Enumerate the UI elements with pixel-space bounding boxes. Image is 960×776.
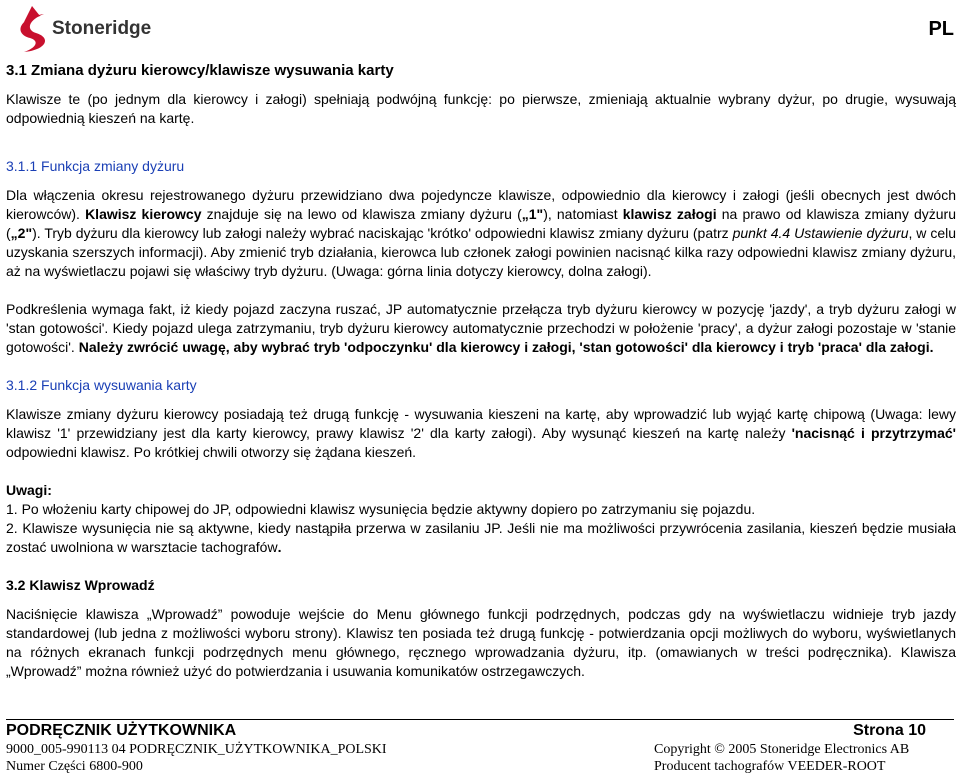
language-code: PL (928, 18, 954, 40)
document-body (6, 58, 956, 681)
footer-part-number: Numer Części 6800-900 (6, 759, 143, 774)
section-3-1-1-paragraph-1: Dla włączenia okresu rejestrowanego dyżuru przewidziano dwa pojedyncze klawisze, odpowiednio dla kierowcy i załogi (jeśli obecnych jest dwóch kierowców). Klawisz kierowcy znajduje się na lewo od klawisza zmiany dyżuru („1"), natomiast klawisz załogi na prawo od klawisza zmiany dyżuru („2"). Tryb dyżuru dla kierowcy lub załogi należy wybrać naciskając 'krótko' odpowiedni klawisz zmiany dyżuru (patrz punkt 4.4 Ustawienie dyżuru, w celu uzyskania szerszych informacji). Aby zmienić tryb działania, kierowca lub członek załogi powinien nacisnąć kilka razy odpowiedni klawisz zmiany dyżuru, aż na wyświetlaczu pojawi się właściwy tryb dyżuru. (Uwaga: górna linia dotyczy kierowcy, dolna załogi). (6, 187, 957, 279)
note-1: 1. Po włożeniu karty chipowej do JP, odpowiedni klawisz wysunięcia będzie aktywny dopiero po zatrzymaniu się pojazdu. (6, 501, 756, 517)
section-3-2-heading: 3.2 Klawisz Wprowadź (6, 577, 155, 593)
logo-text: Stoneridge (52, 18, 152, 39)
footer-page-number: Strona 10 (853, 722, 926, 739)
section-3-2-paragraph: Naciśnięcie klawisza „Wprowadź” powoduje wejście do Menu głównego funkcji podrzędnych, podczas gdy na wyświetlaczu widnieje tryb jazdy standardowej (lub jedna z możliwości wyboru strony). Klawisz ten posiada też drugą funkcję - potwierdzania opcji możliwych do wyboru, wyświetlanych na różnych ekranach funkcji podrzędnych menu głównego, ręcznego wprowadzania dyżuru, itp. (omawianych w treści podręcznika). Klawisza „Wprowadź” można również użyć do potwierdzania i usuwania komunikatów ostrzegawczych. (6, 606, 956, 679)
section-3-1-1-paragraph-2: Podkreślenia wymaga fakt, iż kiedy pojazd zaczyna ruszać, JP automatycznie przełącza tryb dyżuru kierowcy w pozycję 'jazdy', a tryb dyżuru załogi w 'stan gotowości'. Kiedy pojazd ulega zatrzymaniu, tryb dyżuru kierowcy automatycznie przechodzi w położenie 'pracy', a dyżur załogi pozostaje w 'stanie gotowości'. Należy zwrócić uwagę, aby wybrać tryb 'odpoczynku' dla kierowcy i załogi, 'stan gotowości' dla kierowcy i tryb 'praca' dla załogi. (6, 301, 956, 355)
footer-producer: Producent tachografów VEEDER-ROOT (654, 759, 886, 774)
footer-title-row (6, 719, 954, 744)
footer-manual-title: PODRĘCZNIK UŻYTKOWNIKA (6, 722, 237, 739)
section-3-1-2-paragraph: Klawisze zmiany dyżuru kierowcy posiadają też drugą funkcję - wysuwania kieszeni na kartę, aby wprowadzić lub wyjąć kartę chipową (Uwaga: lewy klawisz '1' przewidziany jest dla karty kierowcy, prawy klawisz '2' dla karty załogi). Aby wysunąć kieszeń na kartę należy 'nacisnąć i przytrzymać' odpowiedni klawisz. Po krótkiej chwili otworzy się żądana kieszeń. (6, 406, 956, 460)
logo-swoosh (21, 14, 46, 52)
section-3-1-2-heading: 3.1.2 Funkcja wysuwania karty (6, 377, 197, 393)
section-3-1-intro: Klawisze te (po jednym dla kierowcy i załogi) spełniają podwójną funkcję: po pierwsze, zmieniają aktualnie wybrany dyżur, po drugie, wysuwają odpowiednią kieszeń na kartę. (6, 91, 956, 126)
notes-label: Uwagi: (6, 482, 52, 498)
footer-copyright: Copyright © 2005 Stoneridge Electronics AB (654, 742, 910, 757)
section-3-1-1-heading: 3.1.1 Funkcja zmiany dyżuru (6, 158, 185, 174)
stoneridge-logo (10, 4, 160, 54)
footer-doc-id: 9000_005-990113 04 PODRĘCZNIK_UŻYTKOWNIKA_POLSKI (6, 742, 387, 757)
section-3-1-title: 3.1 Zmiana dyżuru kierowcy/klawisze wysuwania karty (6, 62, 394, 79)
note-2: 2. Klawisze wysunięcia nie są aktywne, kiedy nastąpiła przerwa w zasilaniu JP. Jeśli nie ma możliwości przywrócenia zasilania, kieszeń będzie musiała zostać uwolniona w warsztacie tachografów. (6, 520, 956, 555)
